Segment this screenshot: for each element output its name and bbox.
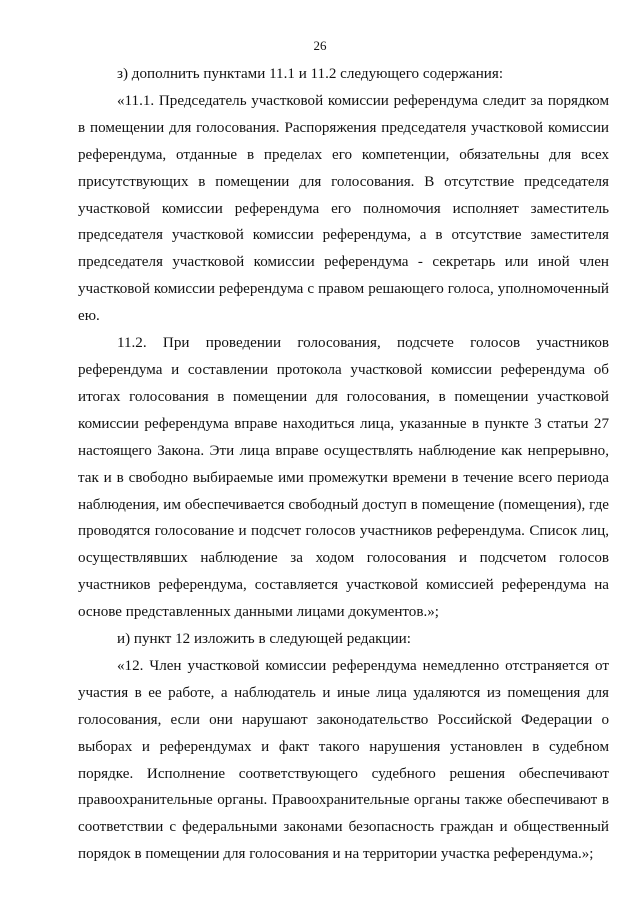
paragraph-item-z: з) дополнить пунктами 11.1 и 11.2 следующего содержания: [117, 66, 504, 82]
paragraph-clause-11-2: 11.2. При проведении голосования, подсчете голосов участников референдума и составлении протокола участковой комиссии референдума об итогах голосования в помещении для голосования, в помещении участковой комиссии референдума вправе находиться лица, указанные в пункте 3 статьи 27 настоящего Закона. Эти лица вправе осуществлять наблюдение как непрерывно, так и в свободно выбираемые ими промежутки времени в течение всего периода наблюдения, им обеспечивается свободный доступ в помещение (помещения), где проводятся голосование и подсчет голосов участников референдума. Список лиц, осуществлявших наблюдение за ходом голосования и подсчетом голосов участников референдума, составляется участковой комиссией референдума на основе представленных данными лицами документов.»; [78, 335, 609, 621]
paragraph-clause-12: «12. Член участковой комиссии референдума немедленно отстраняется от участия в ее работе, а наблюдатель и иные лица удаляются из помещения для голосования, если они нарушают законодательство Российской Федерации о выборах и референдумах и факт такого нарушения установлен в судебном порядке. Исполнение соответствующего судебного решения обеспечивают правоохранительные органы. Правоохранительные органы также обеспечивают в соответствии с федеральными законами безопасность граждан и общественный порядок в помещении для голосования и на территории участка референдума.»; [78, 657, 609, 863]
page-number: 26 [313, 38, 327, 53]
paragraph-item-i: и) пункт 12 изложить в следующей редакции: [117, 631, 411, 648]
paragraph-clause-11-1: «11.1. Председатель участковой комиссии референдума следит за порядком в помещении для голосования. Распоряжения председателя участковой комиссии референдума, отданные в пределах его компетенции, обязательны для всех присутствующих в помещении для голосования. В отсутствие председателя участковой комиссии референдума его полномочия исполняет заместитель председателя участковой комиссии референдума, а в отсутствие заместителя председателя участковой комиссии референдума - секретарь или иной член участковой комиссии референдума с правом решающего голоса, уполномоченный ею. [78, 92, 609, 325]
document-body [78, 61, 609, 868]
